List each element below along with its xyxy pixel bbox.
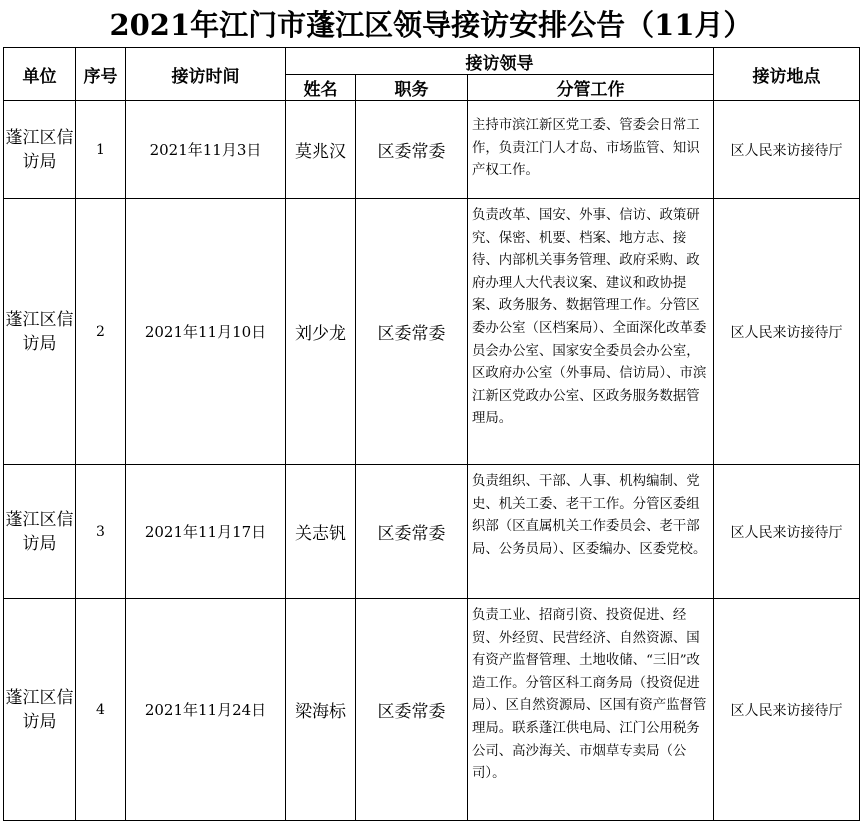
- place-cell: 区人民来访接待厅: [714, 199, 860, 465]
- date-cell: 2021年11月17日: [126, 465, 286, 599]
- position-cell: 区委常委: [356, 101, 468, 199]
- table-row: [4, 199, 860, 465]
- seq-cell: 1: [76, 101, 126, 199]
- header-unit: 单位: [4, 48, 76, 101]
- table-row: [4, 465, 860, 599]
- unit-cell: 蓬江区信访局: [4, 101, 76, 199]
- place-cell: 区人民来访接待厅: [714, 465, 860, 599]
- position-cell: 区委常委: [356, 199, 468, 465]
- name-cell: 莫兆汉: [286, 101, 356, 199]
- place-cell: 区人民来访接待厅: [714, 101, 860, 199]
- name-cell: 关志钒: [286, 465, 356, 599]
- header-duty: 分管工作: [468, 75, 714, 101]
- duty-cell: 主持市滨江新区党工委、管委会日常工作，负责江门人才岛、市场监管、知识产权工作。: [468, 101, 714, 199]
- table-row: [4, 101, 860, 199]
- header-row-top: [4, 48, 860, 75]
- duty-cell: 负责组织、干部、人事、机构编制、党史、机关工委、老干工作。分管区委组织部（区直属机关工作委员会、老干部局、公务员局）、区委编办、区委党校。: [468, 465, 714, 599]
- position-cell: 区委常委: [356, 599, 468, 821]
- schedule-table: [3, 47, 860, 821]
- page-title: 2021年江门市蓬江区领导接访安排公告（11月）: [109, 8, 753, 42]
- unit-cell: 蓬江区信访局: [4, 599, 76, 821]
- date-cell: 2021年11月3日: [126, 101, 286, 199]
- place-cell: 区人民来访接待厅: [714, 599, 860, 821]
- date-cell: 2021年11月10日: [126, 199, 286, 465]
- name-cell: 刘少龙: [286, 199, 356, 465]
- table-row: [4, 599, 860, 821]
- header-place: 接访地点: [714, 48, 860, 101]
- seq-cell: 2: [76, 199, 126, 465]
- duty-cell: 负责工业、招商引资、投资促进、经贸、外经贸、民营经济、自然资源、国有资产监督管理、土地收储、“三旧”改造工作。分管区科工商务局（投资促进局）、区自然资源局、区国有资产监督管理局。联系蓬江供电局、江门公用税务公司、高沙海关、市烟草专卖局（公司）。: [468, 599, 714, 821]
- seq-cell: 4: [76, 599, 126, 821]
- name-cell: 梁海标: [286, 599, 356, 821]
- header-leader-group: 接访领导: [286, 48, 714, 75]
- header-seq: 序号: [76, 48, 126, 101]
- duty-cell: 负责改革、国安、外事、信访、政策研究、保密、机要、档案、地方志、接待、内部机关事务管理、政府采购、政府办理人大代表议案、建议和政协提案、政务服务、数据管理工作。分管区委办公室（区档案局）、全面深化改革委员会办公室、国家安全委员会办公室，区政府办公室（外事局、信访局）、市滨江新区党政办公室、区政务服务数据管理局。: [468, 199, 714, 465]
- header-position: 职务: [356, 75, 468, 101]
- position-cell: 区委常委: [356, 465, 468, 599]
- header-time: 接访时间: [126, 48, 286, 101]
- date-cell: 2021年11月24日: [126, 599, 286, 821]
- seq-cell: 3: [76, 465, 126, 599]
- unit-cell: 蓬江区信访局: [4, 199, 76, 465]
- header-name: 姓名: [286, 75, 356, 101]
- unit-cell: 蓬江区信访局: [4, 465, 76, 599]
